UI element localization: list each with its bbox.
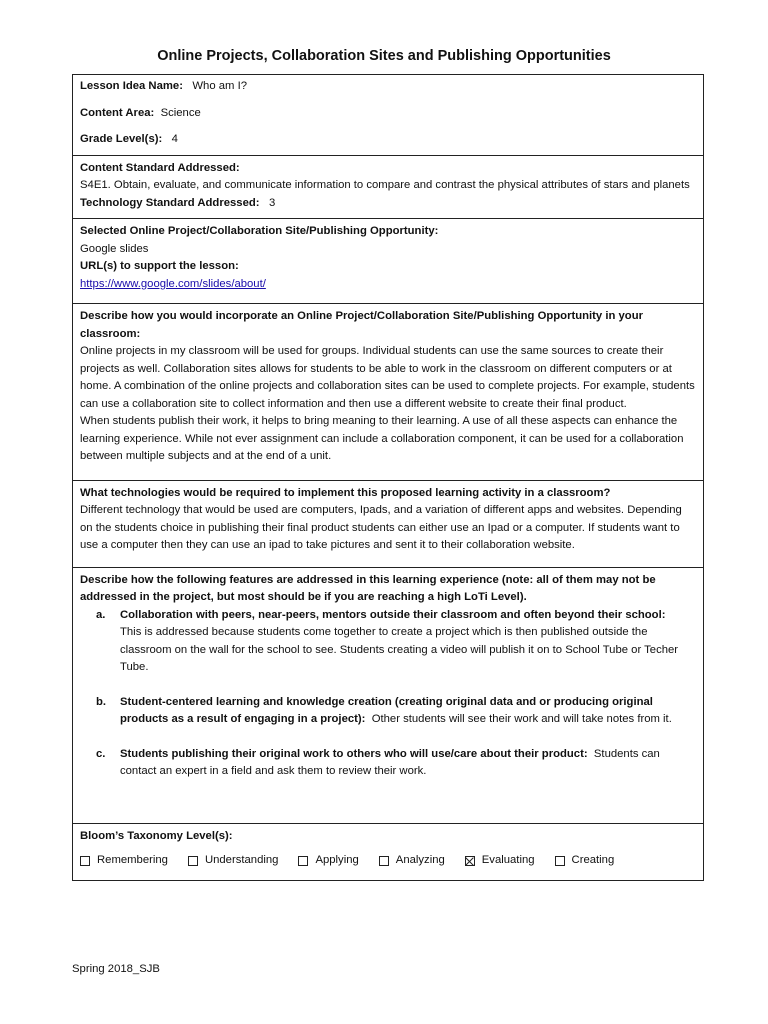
incorporate-section xyxy=(73,304,703,481)
content-standard-label: Content Standard Addressed: xyxy=(80,161,240,174)
feature-answer: Students can contact an expert in a field and ask them to review their work. xyxy=(120,747,660,777)
grade-level-label: Grade Level(s): xyxy=(80,133,163,145)
selected-opportunity-value: Google slides xyxy=(80,242,149,255)
lesson-info-section xyxy=(73,75,703,156)
features-section xyxy=(73,568,703,824)
selected-opportunity-section xyxy=(73,219,703,304)
checkbox-icon[interactable] xyxy=(80,856,90,866)
feature-item xyxy=(80,746,697,781)
lesson-form-table xyxy=(72,74,704,881)
tech-standard-row xyxy=(80,195,697,213)
lesson-name-value: Who am I? xyxy=(192,80,248,92)
feature-letter: b. xyxy=(96,695,107,708)
tech-standard-label: Technology Standard Addressed: xyxy=(80,196,260,209)
selected-opportunity-label: Selected Online Project/Collaboration Site/Publishing Opportunity: xyxy=(80,225,439,237)
checkbox-icon[interactable] xyxy=(379,856,389,866)
checkbox-icon[interactable] xyxy=(555,856,565,866)
technologies-question: What technologies would be required to implement this proposed learning activity in a classroom? xyxy=(80,486,611,499)
technologies-section xyxy=(73,481,703,568)
lesson-name-row xyxy=(80,78,697,96)
feature-answer: This is addressed because students come together to create a project which is then published outside the classroom on the wall for the school to see. Students creating a video will publish it on to School Tube or Techer Tube. xyxy=(120,626,679,673)
feature-letter: c. xyxy=(96,747,106,760)
bloom-option-understanding[interactable]: Understanding xyxy=(188,852,278,870)
feature-heading: Students publishing their original work to others who will use/care about their product: xyxy=(120,747,588,760)
lesson-name-label: Lesson Idea Name: xyxy=(80,80,183,92)
feature-answer: Other students will see their work and will take notes from it. xyxy=(371,713,672,725)
support-url-link[interactable]: https://www.google.com/slides/about/ xyxy=(80,277,266,290)
content-standard-text: S4E1. Obtain, evaluate, and communicate information to compare and contrast the physical attributes of stars and planets xyxy=(80,179,690,191)
content-area-label: Content Area: xyxy=(80,106,155,119)
page-title: Online Projects, Collaboration Sites and Publishing Opportunities xyxy=(157,48,611,64)
feature-item xyxy=(80,607,697,677)
blooms-label: Bloom’s Taxonomy Level(s): xyxy=(80,829,233,842)
standards-section xyxy=(73,156,703,220)
bloom-option-applying[interactable]: Applying xyxy=(298,852,358,870)
bloom-option-evaluating[interactable]: Evaluating xyxy=(465,852,535,870)
bloom-option-remembering[interactable]: Remembering xyxy=(80,852,168,870)
checkbox-icon[interactable] xyxy=(188,856,198,866)
feature-item xyxy=(80,694,697,729)
tech-standard-value: 3 xyxy=(268,196,276,209)
checked-checkbox-icon[interactable] xyxy=(465,856,475,866)
bloom-option-creating[interactable]: Creating xyxy=(555,852,615,870)
url-label: URL(s) to support the lesson: xyxy=(80,260,239,272)
features-question: Describe how the following features are addressed in this learning experience (note: all of them may not be addressed in the project, but most should be if you are reaching a high LoTi Level). xyxy=(80,573,656,603)
content-area-value: Science xyxy=(160,106,201,119)
incorporate-answer-1: Online projects in my classroom will be used for groups. Individual students can use the same sources to create their projects as well. Collaboration sites allows for students to be able to work in the classroom on different computers or at home. A combination of the online projects and collaboration sites can be used to complete projects. For example, students can use a collaboration site to collect information and then use a different website to create their final product. xyxy=(80,345,695,410)
incorporate-question: Describe how you would incorporate an Online Project/Collaboration Site/Publishing Opportunity in your classroom: xyxy=(80,310,644,340)
technologies-answer: Different technology that would be used are computers, Ipads, and a variation of different apps and websites. Depending on the students choice in publishing their final product students can either use an Ipad or a computer. If students want to use a computer then they can use an ipad to take pictures and sent it to their collaboration website. xyxy=(80,504,682,551)
feature-letter: a. xyxy=(96,608,106,621)
checkbox-icon[interactable] xyxy=(298,856,308,866)
blooms-options xyxy=(80,852,697,870)
blooms-section xyxy=(73,824,703,880)
bloom-option-analyzing[interactable]: Analyzing xyxy=(379,852,445,870)
feature-heading: Collaboration with peers, near-peers, mentors outside their classroom and often beyond their school: xyxy=(120,608,666,621)
footer-text: Spring 2018_SJB xyxy=(72,963,160,975)
content-area-row xyxy=(80,105,697,123)
feature-heading: Student-centered learning and knowledge creation (creating original data and or producing original products as a result of engaging in a project): xyxy=(120,695,653,725)
grade-level-value: 4 xyxy=(171,133,178,145)
incorporate-answer-2: When students publish their work, it helps to bring meaning to their learning. A use of all these aspects can enhance the learning experience. While not ever assignment can include a collaboration component, it can be used for a collaboration between multiple subjects and at the end of a unit. xyxy=(80,415,684,462)
grade-level-row xyxy=(80,131,697,149)
